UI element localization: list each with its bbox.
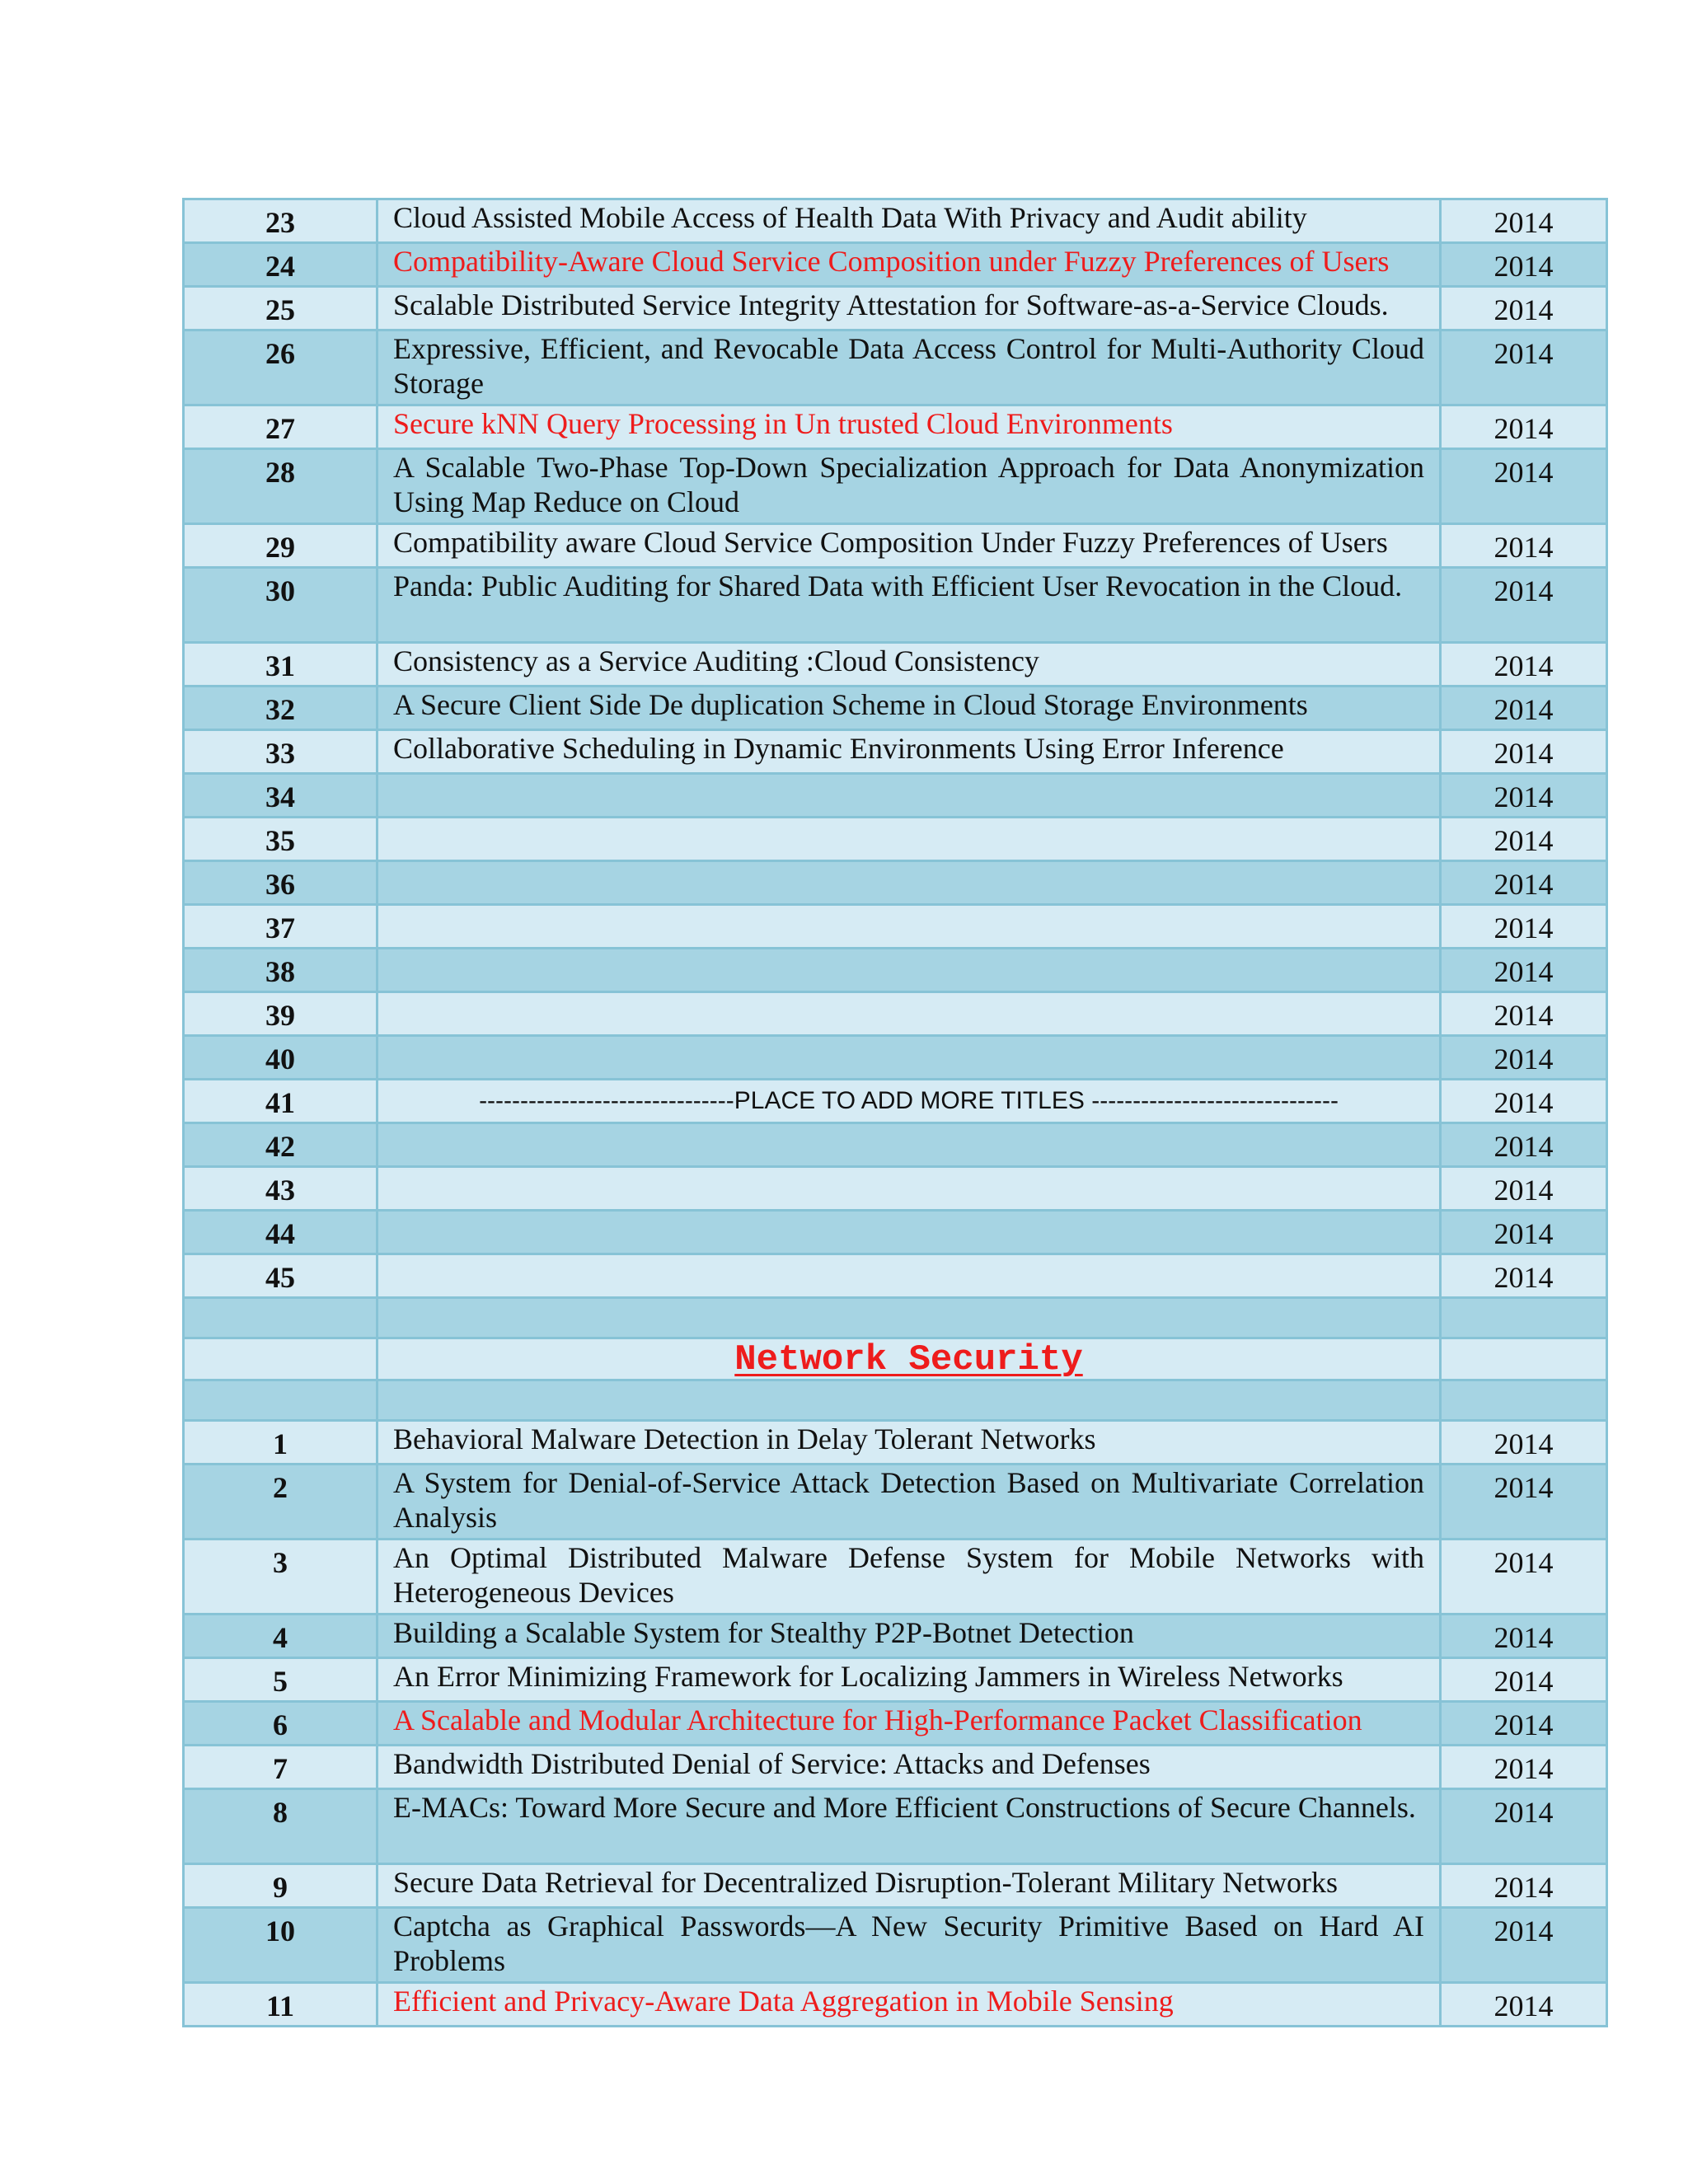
row-number: 34 xyxy=(184,774,377,818)
add-more-titles-placeholder: -------------------------------PLACE TO ADD MORE TITLES ------------------------------ xyxy=(377,1080,1441,1123)
row-number: 5 xyxy=(184,1658,377,1702)
project-title xyxy=(377,818,1441,861)
project-title: Behavioral Malware Detection in Delay Tolerant Networks xyxy=(377,1421,1441,1465)
row-number: 23 xyxy=(184,199,377,243)
empty-cell xyxy=(184,1298,377,1338)
table-row xyxy=(184,1036,1607,1080)
table-row xyxy=(184,1908,1607,1983)
project-title xyxy=(377,1254,1441,1298)
row-number: 37 xyxy=(184,905,377,949)
row-number: 40 xyxy=(184,1036,377,1080)
row-number: 25 xyxy=(184,287,377,330)
project-year: 2014 xyxy=(1441,449,1607,524)
row-number: 26 xyxy=(184,330,377,405)
row-number: 33 xyxy=(184,730,377,774)
empty-cell xyxy=(1441,1380,1607,1421)
project-title xyxy=(377,1036,1441,1080)
table-row xyxy=(184,287,1607,330)
table-row xyxy=(184,730,1607,774)
table-row xyxy=(184,524,1607,568)
project-year: 2014 xyxy=(1441,243,1607,287)
table-body xyxy=(184,199,1607,2027)
project-year: 2014 xyxy=(1441,1983,1607,2027)
project-title: Compatibility aware Cloud Service Composition Under Fuzzy Preferences of Users xyxy=(377,524,1441,568)
row-number: 35 xyxy=(184,818,377,861)
project-title: Efficient and Privacy-Aware Data Aggregation in Mobile Sensing xyxy=(377,1983,1441,2027)
empty-cell xyxy=(377,1380,1441,1421)
empty-cell xyxy=(184,1338,377,1380)
table-row xyxy=(184,568,1607,643)
row-number: 3 xyxy=(184,1540,377,1615)
project-title xyxy=(377,1211,1441,1254)
row-number: 9 xyxy=(184,1864,377,1908)
table-row xyxy=(184,1746,1607,1789)
project-year: 2014 xyxy=(1441,199,1607,243)
row-number: 1 xyxy=(184,1421,377,1465)
row-number: 41 xyxy=(184,1080,377,1123)
project-year: 2014 xyxy=(1441,774,1607,818)
table-row xyxy=(184,1080,1607,1123)
table-row xyxy=(184,1254,1607,1298)
project-title: Secure Data Retrieval for Decentralized Disruption-Tolerant Military Networks xyxy=(377,1864,1441,1908)
project-year: 2014 xyxy=(1441,1421,1607,1465)
project-year: 2014 xyxy=(1441,861,1607,905)
row-number: 44 xyxy=(184,1211,377,1254)
project-year: 2014 xyxy=(1441,992,1607,1036)
project-year: 2014 xyxy=(1441,730,1607,774)
table-row xyxy=(184,1983,1607,2027)
row-number: 2 xyxy=(184,1465,377,1540)
empty-cell xyxy=(377,1298,1441,1338)
row-number: 45 xyxy=(184,1254,377,1298)
row-number: 42 xyxy=(184,1123,377,1167)
project-year: 2014 xyxy=(1441,1465,1607,1540)
project-title: Cloud Assisted Mobile Access of Health Data With Privacy and Audit ability xyxy=(377,199,1441,243)
empty-cell xyxy=(184,1380,377,1421)
project-year: 2014 xyxy=(1441,1908,1607,1983)
project-year: 2014 xyxy=(1441,405,1607,449)
project-title: Panda: Public Auditing for Shared Data with Efficient User Revocation in the Cloud. xyxy=(377,568,1441,643)
project-year: 2014 xyxy=(1441,330,1607,405)
row-number: 8 xyxy=(184,1789,377,1864)
project-title: A Scalable and Modular Architecture for High-Performance Packet Classification xyxy=(377,1702,1441,1746)
project-title xyxy=(377,949,1441,992)
project-title: Captcha as Graphical Passwords—A New Security Primitive Based on Hard AI Problems xyxy=(377,1908,1441,1983)
project-title: Consistency as a Service Auditing :Cloud Consistency xyxy=(377,643,1441,687)
project-year: 2014 xyxy=(1441,568,1607,643)
table-row xyxy=(184,1123,1607,1167)
project-title: A Scalable Two-Phase Top-Down Specialization Approach for Data Anonymization Using Map Reduce on Cloud xyxy=(377,449,1441,524)
project-title xyxy=(377,861,1441,905)
section-heading-cell xyxy=(377,1338,1441,1380)
table-row xyxy=(184,774,1607,818)
project-year: 2014 xyxy=(1441,818,1607,861)
table-row xyxy=(184,818,1607,861)
spacer-row xyxy=(184,1380,1607,1421)
row-number: 31 xyxy=(184,643,377,687)
row-number: 38 xyxy=(184,949,377,992)
project-year: 2014 xyxy=(1441,687,1607,730)
table-row xyxy=(184,449,1607,524)
project-year: 2014 xyxy=(1441,1864,1607,1908)
project-year: 2014 xyxy=(1441,1615,1607,1658)
project-title: Collaborative Scheduling in Dynamic Environments Using Error Inference xyxy=(377,730,1441,774)
row-number: 29 xyxy=(184,524,377,568)
section-heading-row xyxy=(184,1338,1607,1380)
project-year: 2014 xyxy=(1441,1211,1607,1254)
project-year: 2014 xyxy=(1441,1658,1607,1702)
project-title: Expressive, Efficient, and Revocable Data Access Control for Multi-Authority Cloud Storage xyxy=(377,330,1441,405)
row-number: 36 xyxy=(184,861,377,905)
table-row xyxy=(184,992,1607,1036)
row-number: 43 xyxy=(184,1167,377,1211)
project-title: A Secure Client Side De duplication Scheme in Cloud Storage Environments xyxy=(377,687,1441,730)
row-number: 24 xyxy=(184,243,377,287)
row-number: 28 xyxy=(184,449,377,524)
project-title: An Optimal Distributed Malware Defense System for Mobile Networks with Heterogeneous Devices xyxy=(377,1540,1441,1615)
table-row xyxy=(184,243,1607,287)
project-title: An Error Minimizing Framework for Localizing Jammers in Wireless Networks xyxy=(377,1658,1441,1702)
table-row xyxy=(184,1421,1607,1465)
project-title xyxy=(377,1167,1441,1211)
table-row xyxy=(184,949,1607,992)
project-title: A System for Denial-of-Service Attack Detection Based on Multivariate Correlation Analysis xyxy=(377,1465,1441,1540)
table-row xyxy=(184,1658,1607,1702)
table-row xyxy=(184,1615,1607,1658)
row-number: 10 xyxy=(184,1908,377,1983)
row-number: 11 xyxy=(184,1983,377,2027)
project-year: 2014 xyxy=(1441,1167,1607,1211)
row-number: 6 xyxy=(184,1702,377,1746)
project-year: 2014 xyxy=(1441,1540,1607,1615)
project-year: 2014 xyxy=(1441,643,1607,687)
project-titles-table xyxy=(182,198,1608,2027)
project-year: 2014 xyxy=(1441,1123,1607,1167)
table-row xyxy=(184,861,1607,905)
project-title: E-MACs: Toward More Secure and More Efficient Constructions of Secure Channels. xyxy=(377,1789,1441,1864)
project-title: Bandwidth Distributed Denial of Service: Attacks and Defenses xyxy=(377,1746,1441,1789)
table-row xyxy=(184,330,1607,405)
table-row xyxy=(184,199,1607,243)
project-year: 2014 xyxy=(1441,287,1607,330)
project-title xyxy=(377,992,1441,1036)
row-number: 27 xyxy=(184,405,377,449)
project-title: Scalable Distributed Service Integrity Attestation for Software-as-a-Service Clouds. xyxy=(377,287,1441,330)
table-row xyxy=(184,1540,1607,1615)
row-number: 39 xyxy=(184,992,377,1036)
project-year: 2014 xyxy=(1441,1789,1607,1864)
project-year: 2014 xyxy=(1441,949,1607,992)
table-row xyxy=(184,1211,1607,1254)
empty-cell xyxy=(1441,1338,1607,1380)
spacer-row xyxy=(184,1298,1607,1338)
empty-cell xyxy=(1441,1298,1607,1338)
table-row xyxy=(184,687,1607,730)
row-number: 30 xyxy=(184,568,377,643)
project-year: 2014 xyxy=(1441,1702,1607,1746)
project-title: Compatibility-Aware Cloud Service Composition under Fuzzy Preferences of Users xyxy=(377,243,1441,287)
project-title: Secure kNN Query Processing in Un trusted Cloud Environments xyxy=(377,405,1441,449)
project-year: 2014 xyxy=(1441,905,1607,949)
table-row xyxy=(184,905,1607,949)
project-year: 2014 xyxy=(1441,1080,1607,1123)
row-number: 4 xyxy=(184,1615,377,1658)
section-heading: Network Security xyxy=(734,1338,1083,1380)
table-row xyxy=(184,1702,1607,1746)
table-row xyxy=(184,1789,1607,1864)
project-title xyxy=(377,1123,1441,1167)
project-year: 2014 xyxy=(1441,1036,1607,1080)
table-row xyxy=(184,1465,1607,1540)
table-row xyxy=(184,1864,1607,1908)
project-title xyxy=(377,774,1441,818)
row-number: 7 xyxy=(184,1746,377,1789)
table-row xyxy=(184,643,1607,687)
project-year: 2014 xyxy=(1441,1254,1607,1298)
project-title xyxy=(377,905,1441,949)
table-row xyxy=(184,405,1607,449)
row-number: 32 xyxy=(184,687,377,730)
table-row xyxy=(184,1167,1607,1211)
project-title: Building a Scalable System for Stealthy P2P-Botnet Detection xyxy=(377,1615,1441,1658)
project-year: 2014 xyxy=(1441,524,1607,568)
project-year: 2014 xyxy=(1441,1746,1607,1789)
